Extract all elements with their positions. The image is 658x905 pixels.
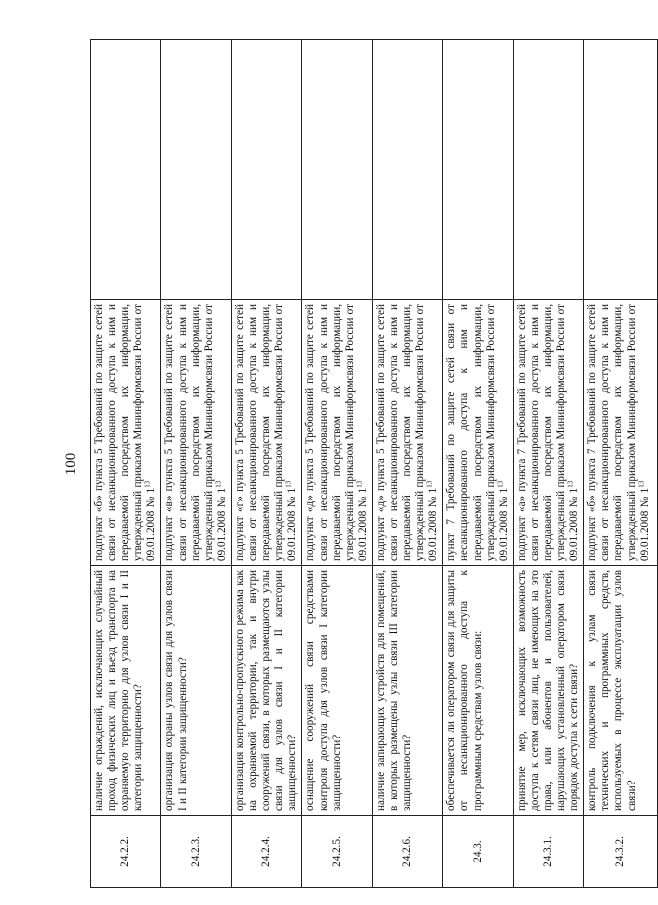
- row-number: 24.3.1.: [513, 816, 583, 888]
- empty-cell: [231, 40, 301, 300]
- table-row: [161, 40, 231, 888]
- rotated-page: [62, 40, 651, 888]
- reference-cell: [443, 300, 513, 566]
- table-row: [91, 40, 161, 888]
- reference-cell: [161, 300, 231, 566]
- footnote-mark: 13: [636, 480, 645, 488]
- requirement-text: наличие ограждений, исключающих случайный проход физических лиц и въезд транспорта на охраняемую территорию для узлов связи I и II категории защищенности?: [91, 566, 161, 816]
- footnote-mark: 13: [143, 480, 152, 488]
- requirement-text: наличие запирающих устройств для помещений, в которых размещены узлы связи III категории защищенности?: [372, 566, 442, 816]
- row-number: 24.2.2.: [91, 816, 161, 888]
- footnote-mark: 13: [566, 480, 575, 488]
- requirement-text: оснащение сооружений связи средствами контроля доступа для узлов связи I категории защищенности?: [302, 566, 372, 816]
- reference-text: подпункт «д» пункта 5 Требований по защите сетей связи от несанкционированного доступа к ним и передаваемой посредством их информации, утвержденный приказом Мининформсвязи России от 09.01.2008 № 1: [304, 304, 369, 561]
- table-row: [513, 40, 583, 888]
- footnote-mark: 13: [495, 480, 504, 488]
- empty-cell: [302, 40, 372, 300]
- footnote-mark: 13: [425, 480, 434, 488]
- footnote-mark: 13: [284, 480, 293, 488]
- page-number: 100: [63, 452, 79, 476]
- reference-text: пункт 7 Требований по защите сетей связи от несанкционированного доступа к ним и передаваемой посредством их информации, утвержденный приказом Мининформсвязи России от 09.01.2008 № 1: [445, 304, 510, 561]
- footnote-mark: 13: [355, 480, 364, 488]
- reference-text: подпункт «в» пункта 5 Требований по защите сетей связи от несанкционированного доступа к ним и передаваемой посредством их информации, утвержденный приказом Мининформсвязи России от 09.01.2008 № 1: [163, 304, 228, 561]
- reference-text: подпункт «д» пункта 5 Требований по защите сетей связи от несанкционированного доступа к ним и передаваемой посредством их информации, утвержденный приказом Мининформсвязи России от 09.01.2008 № 1: [374, 304, 440, 561]
- table-row: [584, 40, 658, 888]
- empty-cell: [91, 40, 161, 300]
- row-number: 24.2.6.: [372, 816, 442, 888]
- requirement-text: организация контрольно-пропускного режима как на охраняемой территории, так и внутри сооружений связи, в которых размещаются узлы связи для узлов связи I и II категории защищенности?: [231, 566, 301, 816]
- row-number: 24.3.2.: [584, 816, 658, 888]
- reference-text: подпункт «б» пункта 7 Требований по защите сетей связи от несанкционированного доступа к ним и передаваемой посредством их информации, утвержденный приказом Мининформсвязи России от 09.01.2008 № 1: [586, 304, 651, 561]
- reference-cell: [584, 300, 658, 566]
- empty-cell: [513, 40, 583, 300]
- requirement-text: контроль подключения к узлам связи технических и программных средств, используемых в процессе эксплуатации узлов связи?: [584, 566, 658, 816]
- reference-cell: [372, 300, 442, 566]
- reference-cell: [231, 300, 301, 566]
- reference-cell: [513, 300, 583, 566]
- row-number: 24.3.: [443, 816, 513, 888]
- reference-cell: [91, 300, 161, 566]
- reference-text: подпункт «а» пункта 7 Требований по защите сетей связи от несанкционированного доступа к ним и передаваемой посредством их информации, утвержденный приказом Мининформсвязи России от 09.01.2008 № 1: [515, 304, 581, 561]
- empty-cell: [584, 40, 658, 300]
- row-number: 24.2.4.: [231, 816, 301, 888]
- requirement-text: принятие мер, исключающих возможность доступа к сетям связи лиц, не имеющих на это права, или абонентов и пользователей, нарушающих установленный оператором связи порядок доступа к сети связи?: [513, 566, 583, 816]
- row-number: 24.2.5.: [302, 816, 372, 888]
- requirements-table: [90, 39, 658, 888]
- requirement-text: обеспечивается ли оператором связи для защиты от несанкционированного доступа к программным средствам узлов связи:: [443, 566, 513, 816]
- reference-text: подпункт «б» пункта 5 Требований по защите сетей связи от несанкционированного доступа к ним и передаваемой посредством их информации, утвержденный приказом Мининформсвязи России от 09.01.2008 № 1: [93, 304, 158, 561]
- table-row: [231, 40, 301, 888]
- empty-cell: [161, 40, 231, 300]
- empty-cell: [372, 40, 442, 300]
- requirement-text: организация охраны узлов связи для узлов связи I и II категории защищенности?: [161, 566, 231, 816]
- table-row: [372, 40, 442, 888]
- row-number: 24.2.3.: [161, 816, 231, 888]
- table-row: [302, 40, 372, 888]
- table-row: [443, 40, 513, 888]
- reference-cell: [302, 300, 372, 566]
- footnote-mark: 13: [214, 480, 223, 488]
- empty-cell: [443, 40, 513, 300]
- reference-text: подпункт «г» пункта 5 Требований по защите сетей связи от несанкционированного доступа к ним и передаваемой посредством их информации, утвержденный приказом Мининформсвязи России от 09.01.2008 № 1: [233, 304, 299, 561]
